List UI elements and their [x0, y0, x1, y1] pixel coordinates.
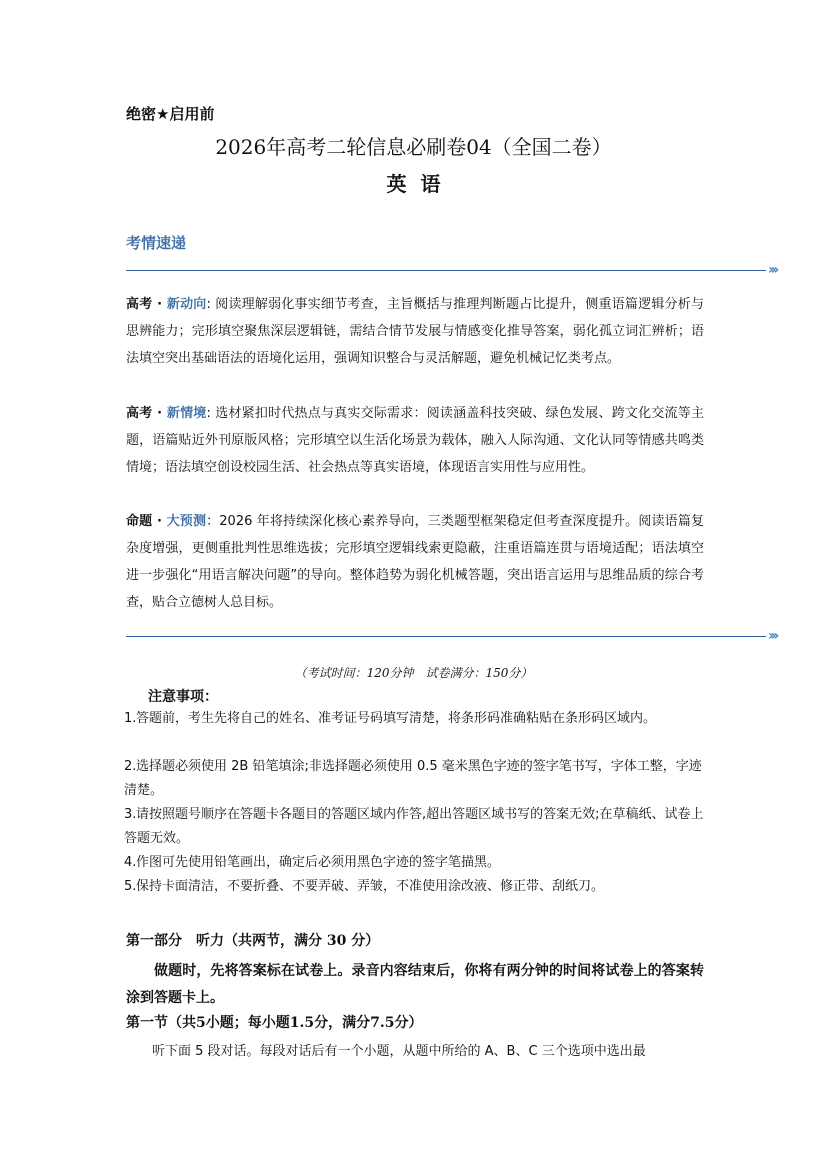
situation-item-new-trend — [126, 291, 704, 372]
confidential-label: 绝密★启用前 — [126, 105, 215, 123]
part-one-heading: 第一部分 听力（共两节，满分 30 分） — [126, 933, 380, 949]
subject-title: 英语 — [386, 172, 455, 196]
notice-item — [124, 875, 704, 899]
notice-item — [124, 803, 704, 851]
item-highlight: 新动向 — [166, 297, 207, 312]
notice-text: 选择题必须使用 2B 铅笔填涂;非选择题必须使用 0.5 毫米黑色字迹的签字笔书写，字体工整，字迹清楚。 — [124, 759, 702, 798]
notice-number: 5. — [124, 879, 137, 894]
chevron-right-icon: ››› — [768, 628, 777, 644]
situation-item-prediction — [126, 508, 704, 616]
notice-item — [124, 851, 704, 875]
exam-time-score: （考试时间：120分钟 试卷满分：150分） — [294, 666, 533, 680]
item-highlight: 大预测 — [166, 514, 207, 529]
exam-title: 2026年高考二轮信息必刷卷04（全国二卷） — [215, 135, 612, 159]
item-highlight: 新情境 — [166, 406, 207, 421]
item-label: 命题 · — [126, 514, 167, 529]
notice-text: 保持卡面清洁，不要折叠、不要弄破、弄皱，不准使用涂改液、修正带、刮纸刀。 — [136, 879, 605, 894]
notice-number: 4. — [124, 855, 137, 870]
notice-number: 3. — [124, 807, 137, 822]
item-text: : 阅读理解弱化事实细节考查，主旨概括与推理判断题占比提升，侧重语篇逻辑分析与思辨能力；完形填空聚焦深层逻辑链，需结合情节发展与情感变化推导答案，弱化孤立词汇辨析；语法填空突出基础语法的语境化运用，强调知识整合与灵活解题，避免机械记忆类考点。 — [126, 297, 704, 366]
item-text: ：2026 年将持续深化核心素养导向，三类题型框架稳定但考查深度提升。阅读语篇复杂度增强，更侧重批判性思维选拔；完形填空逻辑线索更隐蔽，注重语篇连贯与语境适配；语法填空进一步强化“用语言解决问题”的导向。整体趋势为弱化机械答题，突出语言运用与思维品质的综合考查，贴合立德树人总目标。 — [126, 514, 704, 610]
item-label: 高考 · — [126, 406, 167, 421]
notice-item — [124, 755, 704, 803]
notice-item — [124, 707, 704, 731]
divider-top — [126, 270, 766, 271]
notice-text: 作图可先使用铅笔画出，确定后必须用黑色字迹的签字笔描黑。 — [136, 855, 501, 870]
part-one-instruction: 做题时，先将答案标在试卷上。录音内容结束后，你将有两分钟的时间将试卷上的答案转涂到答题卡上。 — [126, 963, 704, 1006]
chevron-right-icon: ››› — [768, 262, 777, 278]
exam-situation-heading: 考情速递 — [126, 234, 187, 252]
notice-number: 1. — [124, 711, 137, 726]
item-label: 高考 · — [126, 297, 167, 312]
item-text: : 选材紧扣时代热点与真实交际需求：阅读涵盖科技突破、绿色发展、跨文化交流等主题，语篇贴近外刊原版风格；完形填空以生活化场景为载体，融入人际沟通、文化认同等情感共鸣类情境；语法填空创设校园生活、社会热点等真实语境，体现语言实用性与应用性。 — [126, 406, 704, 475]
notice-heading: 注意事项： — [148, 689, 218, 705]
section-one-heading: 第一节（共5小题；每小题1.5分，满分7.5分） — [126, 1015, 423, 1031]
notice-text: 请按照题号顺序在答题卡各题目的答题区域内作答,超出答题区域书写的答案无效;在草稿纸、试卷上答题无效。 — [124, 807, 704, 846]
situation-item-new-context — [126, 400, 704, 481]
notice-number: 2. — [124, 759, 137, 774]
section-one-text: 听下面 5 段对话。每段对话后有一个小题，从题中所给的 A、B、C 三个选项中选出最 — [152, 1044, 646, 1059]
notice-text: 答题前，考生先将自己的姓名、准考证号码填写清楚，将条形码准确粘贴在条形码区域内。 — [136, 711, 657, 726]
divider-bottom — [126, 636, 766, 637]
